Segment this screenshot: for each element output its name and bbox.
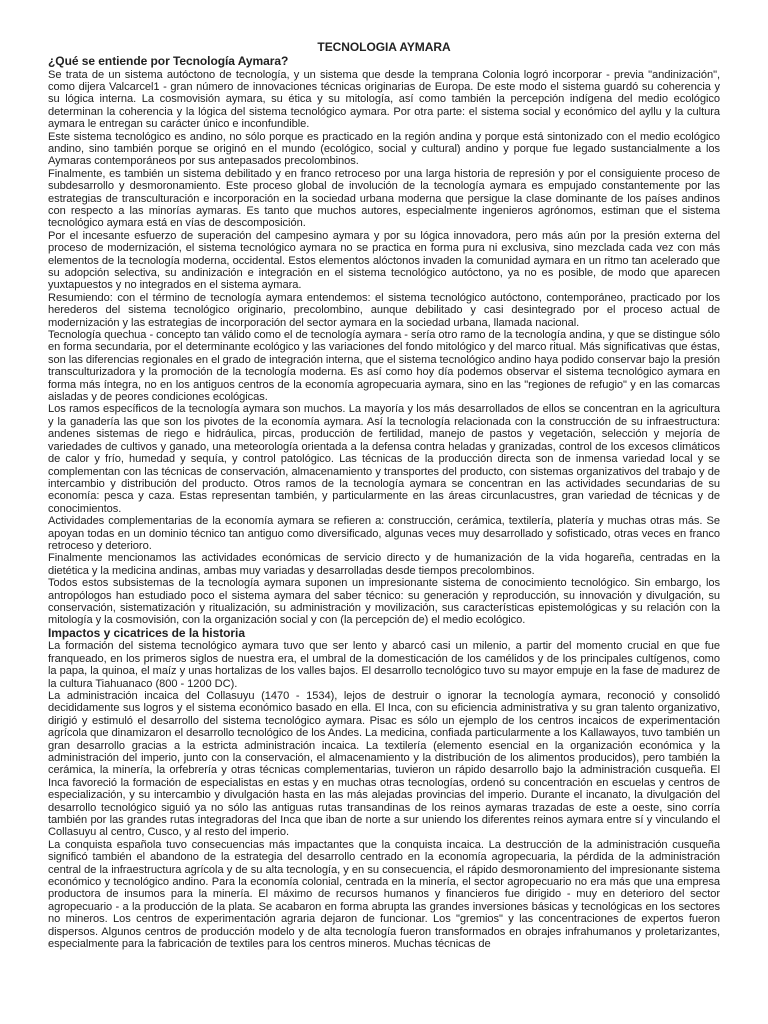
paragraph: Todos estos subsistemas de la tecnología aymara suponen un impresionante sistema de conocimiento tecnológico. Sin embargo, los antropólogos han estudiado poco el sistema aymara del saber técnico: su generación y reproducción, su innovación y divulgación, su conservación, sistematización y ritualización, su administración y movilización, sus características epistemológicas y su relación con la mitología y la cosmovisión, con la organización social y con (la percepción de) el medio ecológico. — [48, 577, 720, 627]
paragraph: Actividades complementarias de la economía aymara se refieren a: construcción, cerámica, textilería, platería y muchas otras más. Se apoyan todas en un dominio técnico tan antiguo como diversificado, algunas veces muy desarrollado y sofisticado, otras veces en franco retroceso y deterioro. — [48, 515, 720, 552]
section-impactos-historia — [48, 627, 720, 951]
paragraph: La formación del sistema tecnológico aymara tuvo que ser lento y abarcó casi un milenio, a partir del momento crucial en que fue franqueado, en los primeros siglos de nuestra era, el umbral de la domesticación de los camélidos y de los principales cultígenos, como la papa, la quinoa, el maíz y unas hortalizas de los valles bajos. El desarrollo tecnológico tuvo su mayor empuje en la fase de madurez de la cultura Tiahuanaco (800 - 1200 DC). — [48, 640, 720, 690]
section-tecnologia-aymara — [48, 55, 720, 627]
paragraph: Tecnología quechua - concepto tan válido como el de tecnología aymara - sería otro ramo de la tecnología andina, y que se distingue sólo en forma secundaria, por el determinante ecológico y las variaciones del fondo mitológico y del marco ritual. Más significativas que éstas, son las diferencias regionales en el grado de integración interna, que el sistema tecnológico andino haya podido conservar bajo la presión transculturizadora y la promoción de la tecnología moderna. Es así como hoy día podemos observar el sistema tecnológico aymara en forma más íntegra, no en los antiguos centros de la economía agropecuaria aymara, sino en las "regiones de refugio" y en las comarcas aisladas y de peores condiciones ecológicas. — [48, 329, 720, 404]
paragraph: La administración incaica del Collasuyu (1470 - 1534), lejos de destruir o ignorar la tecnología aymara, reconoció y consolidó decididamente sus logros y el sistema económico basado en ella. El Inca, con su eficiencia administrativa y su gran talento organizativo, dirigió y estimuló el desarrollo del sistema tecnológico aymara. Pisac es sólo un ejemplo de los centros incaicos de experimentación agrícola que dinamizaron el desarrollo tecnológico de los Andes. La medicina, confiada particularmente a los Kallawayos, tuvo también un gran desarrollo gracias a la estricta administración incaica. La textilería (elemento esencial en la organización económica y la administración del imperio, junto con la conservación, el almacenamiento y la distribución de los alimentos producidos), pero también la cerámica, la minería, la orfebrería y otras técnicas complementarias, tuvieron un rápido desarrollo bajo la administración cusqueña. El Inca favoreció la formación de especialistas en estas y en muchas otras tecnologías, ordenó su concentración en escuelas y centros de especialización, y su intercambio y divulgación hasta en las más alejadas provincias del imperio. Durante el incanato, la divulgación del desarrollo tecnológico siguió ya no sólo las antiguas rutas transandinas de los reinos aymaras trazadas de este a oeste, sino corría también por las grandes rutas integradoras del Inca que iban de norte a sur uniendo los diferentes reinos aymara entre sí y vinculando el Collasuyu al centro, Cusco, y al resto del imperio. — [48, 689, 720, 839]
paragraph: Se trata de un sistema autóctono de tecnología, y un sistema que desde la temprana Colonia logró incorporar - previa "andinización", como dijera Valcarcel1 - gran número de innovaciones técnicas originarias de Europa. De este modo el sistema guardó su coherencia y su lógica interna. La cosmovisión aymara, su ética y su mitología, así como también la percepción indígena del medio ecológico determinan la coherencia y la lógica del sistema tecnológico aymara. Por otra parte: el sistema social y económico del ayllu y la cultura aymara le entregan su carácter único e inconfundible. — [48, 68, 720, 131]
paragraph: Este sistema tecnológico es andino, no sólo porque es practicado en la región andina y porque está sintonizado con el medio ecológico andino, sino también porque se originó en el mundo (ecológico, social y cultural) andino y porque fue legado sustancialmente a los Aymaras contemporáneos por sus antepasados precolombinos. — [48, 130, 720, 168]
paragraph: La conquista española tuvo consecuencias más impactantes que la conquista incaica. La destrucción de la administración cusqueña significó también el abandono de la estrategia del desarrollo centrado en la economía agropecuaria, la pérdida de la administración central de la infraestructura agrícola y de su alta tecnología, y en su consecuencia, el rápido desmoronamiento del impresionante sistema económico y tecnológico andino. Para la economía colonial, centrada en la minería, el sector agropecuario no era más que una empresa productora de insumos para la minería. El máximo de recursos humanos y financieros fue dirigido - muy en deterioro del sector agropecuario - a la producción de la plata. Se acabaron en forma abrupta las grandes inversiones básicas y tecnológicas en los sectores no mineros. Los centros de experimentación agraria dejaron de funcionar. Los "gremios" y las concentraciones de expertos fueron dispersos. Algunos centros de producción modelo y de alta tecnología fueron transformados en obrajes infrahumanos y proletarizantes, especialmente para la fabricación de textiles para los centros mineros. Muchas técnicas de — [48, 838, 720, 951]
document-page — [48, 40, 720, 950]
paragraph: Finalmente mencionamos las actividades económicas de servicio directo y de humanización de la vida hogareña, centradas en la dietética y la medicina andinas, ambas muy variadas y desarrolladas desde tiempos precolombinos. — [48, 552, 720, 577]
paragraph: Finalmente, es también un sistema debilitado y en franco retroceso por una larga historia de represión y por el consiguiente proceso de subdesarrollo y desmoronamiento. Este proceso global de involución de la tecnología aymara es empujado constantemente por las estrategias de transculturación e incorporación en la sociedad urbana moderna que persigue la clase dominante de los países andinos con respecto a las minorías aymaras. Es tanto que muchos autores, especialmente ingenieros agrónomos, estiman que el sistema tecnológico aymara está en vías de descomposición. — [48, 167, 720, 230]
section-heading: Impactos y cicatrices de la historia — [48, 625, 245, 640]
document-title: TECNOLOGIA AYMARA — [317, 40, 451, 54]
paragraph: Por el incesante esfuerzo de superación del campesino aymara y por su lógica innovadora, pero más aún por la presión externa del proceso de modernización, el sistema tecnológico aymara no se practica en forma pura ni exclusiva, sino mezclada cada vez con más elementos de la tecnología moderna, occidental. Estos elementos alóctonos invaden la comunidad aymara en un ritmo tan acelerado que su adopción selectiva, su andinización e integración en el sistema tecnológico autóctono, ya no es posible, de modo que aparecen yuxtapuestos y no integrados en el sistema aymara. — [48, 229, 720, 292]
paragraph: Resumiendo: con el término de tecnología aymara entendemos: el sistema tecnológico autóctono, contemporáneo, practicado por los herederos del sistema tecnológico originario, precolombino, aunque debilitado y casi desintegrado por el proceso actual de modernización y las estrategias de incorporación del sector aymara en la sociedad urbana, llamada nacional. — [48, 291, 720, 329]
section-heading: ¿Qué se entiende por Tecnología Aymara? — [48, 54, 289, 68]
paragraph: Los ramos específicos de la tecnología aymara son muchos. La mayoría y los más desarrollados de ellos se concentran en la agricultura y la ganadería las que son los pivotes de la economía aymara. Así la tecnología relacionada con la construcción de su infraestructura: andenes sistemas de riego e hidráulica, pircas, producción de fertilidad, manejo de pastos y vegetación, selección y mejoría de variedades de cultivos y ganado, una meteorología orientada a la defensa contra heladas y granizadas, control de los excesos climáticos de calor y frío, humedad y sequía, y control patológico. Las técnicas de la producción directa son de inmensa variedad local y se complementan con las técnicas de conservación, almacenamiento y transportes del producto, con sistemas organizativos del trabajo y de intercambio y distribución del producto. Otros ramos de la tecnología aymara se concentran en las actividades secundarias de su economía: pesca y caza. Estas representan también, y particularmente en las áreas circunlacustres, gran variedad de técnicas y de conocimientos. — [48, 403, 720, 515]
